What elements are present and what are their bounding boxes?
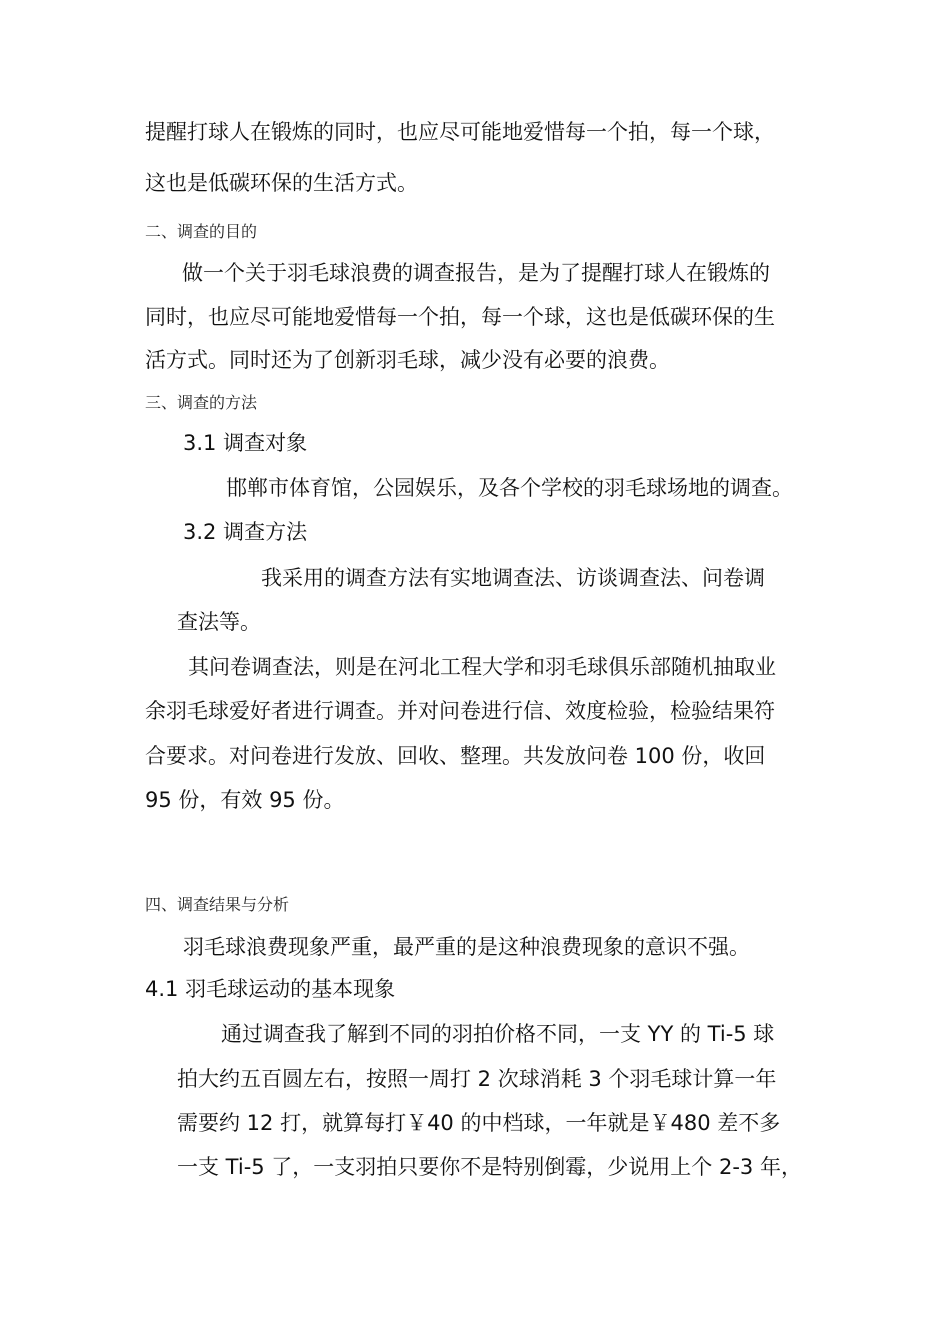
section-3-2-line-1: 我采用的调查方法有实地调查法、访谈调查法、问卷调 [261, 566, 765, 590]
section-4-para-line-2: 拍大约五百圆左右，按照一周打 2 次球消耗 3 个羽毛球计算一年 [177, 1067, 777, 1091]
section-3-1-text: 邯郸市体育馆，公园娱乐，及各个学校的羽毛球场地的调查。 [226, 476, 793, 500]
section-3-2-title: 3.2 调查方法 [183, 520, 308, 544]
section-4-summary: 羽毛球浪费现象严重，最严重的是这种浪费现象的意识不强。 [183, 935, 750, 959]
section-2-heading: 二、调查的目的 [145, 222, 258, 241]
section-3-para-line-2: 余羽毛球爱好者进行调查。并对问卷进行信、效度检验，检验结果符 [145, 699, 775, 723]
section-2-line-2: 同时，也应尽可能地爱惜每一个拍，每一个球，这也是低碳环保的生 [145, 305, 775, 329]
section-3-heading: 三、调查的方法 [145, 393, 258, 412]
section-3-para-line-4: 95 份，有效 95 份。 [145, 788, 345, 812]
section-3-para-line-1: 其问卷调查法，则是在河北工程大学和羽毛球俱乐部随机抽取业 [188, 655, 776, 679]
intro-line-2: 这也是低碳环保的生活方式。 [145, 171, 418, 195]
section-4-heading: 四、调查结果与分析 [145, 895, 290, 914]
section-4-para-line-4: 一支 Ti-5 了，一支羽拍只要你不是特别倒霉，少说用上个 2-3 年， [177, 1155, 802, 1179]
section-2-line-1: 做一个关于羽毛球浪费的调查报告，是为了提醒打球人在锻炼的 [182, 261, 770, 285]
intro-line-1: 提醒打球人在锻炼的同时，也应尽可能地爱惜每一个拍，每一个球， [145, 120, 775, 144]
section-3-1-title: 3.1 调查对象 [183, 431, 308, 455]
section-4-para-line-1: 通过调查我了解到不同的羽拍价格不同，一支 YY 的 Ti-5 球 [221, 1022, 775, 1046]
section-3-para-line-3: 合要求。对问卷进行发放、回收、整理。共发放问卷 100 份，收回 [145, 744, 766, 768]
section-4-para-line-3: 需要约 12 打，就算每打￥40 的中档球，一年就是￥480 差不多 [177, 1111, 781, 1135]
section-2-line-3: 活方式。同时还为了创新羽毛球，减少没有必要的浪费。 [145, 348, 670, 372]
section-4-1-title: 4.1 羽毛球运动的基本现象 [145, 977, 396, 1001]
section-3-2-line-2: 查法等。 [177, 610, 261, 634]
